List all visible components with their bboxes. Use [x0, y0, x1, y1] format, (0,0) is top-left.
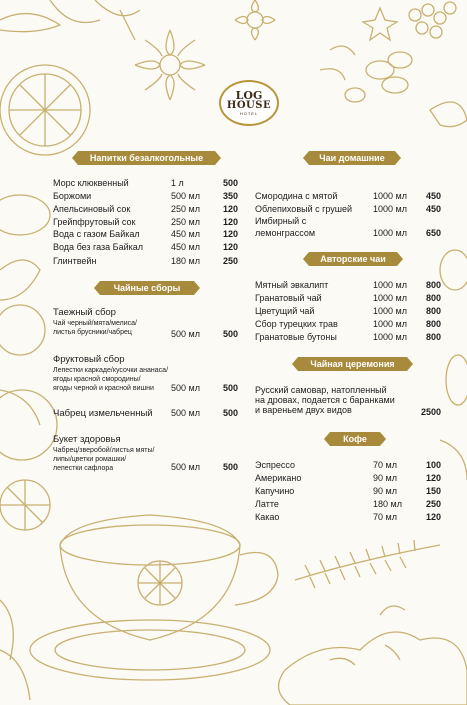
- item-price: 250: [426, 499, 442, 509]
- item-volume: 70 мл: [373, 512, 397, 522]
- item-volume: 1 л: [171, 178, 184, 188]
- item-name: Глинтвейн: [53, 256, 97, 266]
- item-price: 500: [223, 178, 239, 188]
- ceremony-description: Русский самовар, натопленный: [255, 385, 387, 395]
- section-title-tea-blends: Чайные сборы: [100, 281, 194, 295]
- item-name: Морс клюквенный: [53, 178, 129, 188]
- ceremony-description: на дровах, подается с баранками: [255, 395, 395, 405]
- blend-description: Лепестки каркаде/кусочки ананаса/: [53, 367, 169, 374]
- blend-name: Букет здоровья: [53, 434, 121, 445]
- blend-description: листья брусники/чабрец: [53, 329, 132, 336]
- item-volume: 180 мл: [373, 499, 402, 509]
- item-price: 500: [223, 329, 239, 339]
- item-name: Цветущий чай: [255, 306, 315, 316]
- item-volume: 1000 мл: [373, 228, 407, 238]
- ceremony-description: и вареньем двух видов: [255, 405, 352, 415]
- item-name: Мятный эвкалипт: [255, 280, 329, 290]
- item-price: 120: [223, 204, 239, 214]
- item-price: 800: [426, 332, 442, 342]
- item-volume: 70 мл: [373, 460, 397, 470]
- blend-description: ягоды черной и красной вишни: [53, 385, 154, 392]
- item-volume: 1000 мл: [373, 191, 407, 201]
- item-price: 150: [426, 486, 442, 496]
- item-name: Апельсиновый сок: [53, 204, 131, 214]
- item-price: 2500: [421, 407, 442, 417]
- item-volume: 500 мл: [171, 329, 200, 339]
- section-title-author-tea: Авторские чаи: [309, 252, 397, 266]
- item-volume: 450 мл: [171, 242, 200, 252]
- item-volume: 1000 мл: [373, 332, 407, 342]
- item-volume: 500 мл: [171, 383, 200, 393]
- item-price: 800: [426, 280, 442, 290]
- item-name: Латте: [255, 499, 279, 509]
- item-name: Гранатовые бутоны: [255, 332, 337, 342]
- section-title-coffee: Кофе: [330, 432, 380, 446]
- item-name: Вода без газа Байкал: [53, 242, 144, 252]
- item-price: 500: [223, 462, 239, 472]
- item-name: лемонграссом: [255, 228, 316, 238]
- item-name: Грейпфрутовый сок: [53, 217, 136, 227]
- item-price: 120: [223, 229, 239, 239]
- item-price: 100: [426, 460, 442, 470]
- item-name: Сбор турецких трав: [255, 319, 338, 329]
- section-title-tea-ceremony: Чайная церемония: [298, 357, 407, 371]
- logo-line-2: HOUSE: [226, 100, 272, 111]
- item-name: Облепиховый с грушей: [255, 204, 353, 214]
- blend-description: Чабрец/зверобой/листья мяты/: [53, 447, 155, 454]
- section-title-house-tea: Чаи домашние: [309, 151, 395, 165]
- blend-description: лепестки сафлора: [53, 465, 114, 472]
- item-volume: 450 мл: [171, 229, 200, 239]
- item-price: 450: [426, 191, 442, 201]
- blend-description: ягоды красной смородины/: [53, 376, 141, 383]
- item-price: 800: [426, 293, 442, 303]
- item-volume: 1000 мл: [373, 306, 407, 316]
- item-volume: 90 мл: [373, 473, 397, 483]
- item-name: Какао: [255, 512, 280, 522]
- blend-name: Чабрец измельченный: [53, 408, 153, 419]
- item-price: 120: [223, 217, 239, 227]
- logo: [219, 80, 279, 126]
- item-name: Капучино: [255, 486, 295, 496]
- item-price: 450: [426, 204, 442, 214]
- item-price: 350: [223, 191, 239, 201]
- item-price: 800: [426, 319, 442, 329]
- logo-line-3: HOTEL: [239, 111, 259, 116]
- item-name: Гранатовый чай: [255, 293, 322, 303]
- item-name: Эспрессо: [255, 460, 295, 470]
- item-name: Боржоми: [53, 191, 92, 201]
- item-volume: 180 мл: [171, 256, 200, 266]
- blend-description: липы/цветки ромашки/: [53, 456, 127, 463]
- item-name: Вода с газом Байкал: [53, 229, 140, 239]
- item-price: 120: [223, 242, 239, 252]
- ceremony-price: [421, 407, 441, 418]
- item-price: 120: [426, 512, 442, 522]
- item-price: 120: [426, 473, 442, 483]
- item-price: 500: [223, 383, 239, 393]
- item-name: Имбирный с: [255, 216, 307, 226]
- item-volume: 1000 мл: [373, 319, 407, 329]
- item-volume: 1000 мл: [373, 204, 407, 214]
- item-volume: 500 мл: [171, 462, 200, 472]
- item-price: 650: [426, 228, 442, 238]
- item-price: 800: [426, 306, 442, 316]
- blend-name: Фруктовый сбор: [53, 354, 125, 365]
- item-price: 500: [223, 408, 239, 418]
- section-title-soft-drinks: Напитки безалкогольные: [78, 151, 215, 165]
- item-volume: 250 мл: [171, 217, 200, 227]
- logo-line-1: LOG: [235, 89, 263, 102]
- item-volume: 1000 мл: [373, 293, 407, 303]
- item-volume: 1000 мл: [373, 280, 407, 290]
- item-volume: 250 мл: [171, 204, 200, 214]
- item-volume: 90 мл: [373, 486, 397, 496]
- item-price: 250: [223, 256, 239, 266]
- blend-description: Чай черный/мята/мелиса/: [53, 320, 137, 327]
- item-volume: 500 мл: [171, 191, 200, 201]
- item-name: Смородина с мятой: [255, 191, 338, 201]
- item-volume: 500 мл: [171, 408, 200, 418]
- item-name: Американо: [255, 473, 302, 483]
- blend-name: Таежный сбор: [53, 307, 116, 318]
